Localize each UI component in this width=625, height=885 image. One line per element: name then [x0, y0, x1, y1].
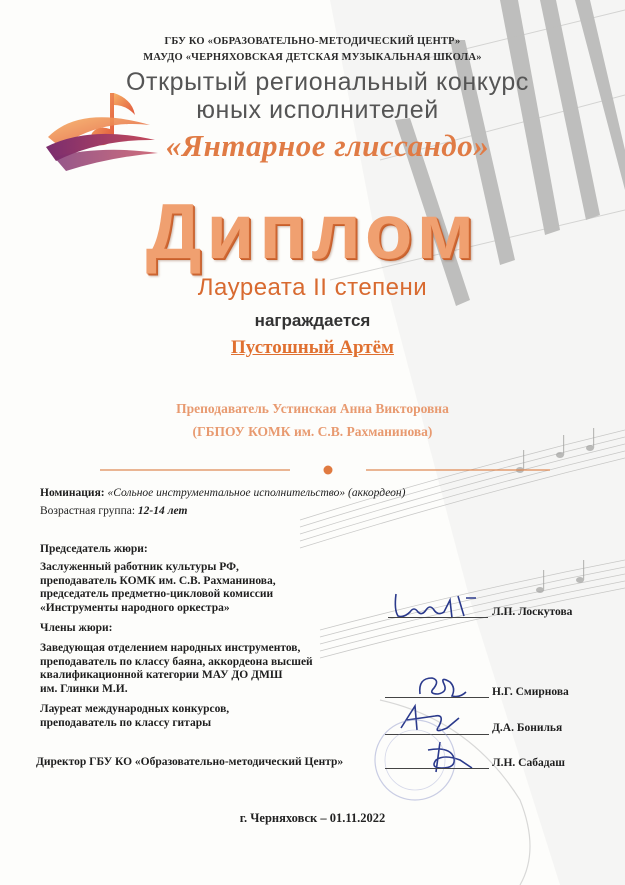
place-and-date: г. Черняховск – 01.11.2022 — [239, 811, 386, 825]
recipient-name: Пустошный Артём — [231, 337, 394, 358]
jury-member-1-description — [40, 642, 313, 696]
age-group-value: 12-14 лет — [137, 505, 188, 517]
official-seal-stamp — [370, 715, 460, 805]
director-label: Директор ГБУ КО «Образовательно-методический Центр» — [36, 756, 344, 768]
director-signature-line — [385, 768, 489, 769]
member-1-desc-line: им. Глинки М.И. — [40, 682, 128, 695]
member-2-desc-line: Лауреат международных конкурсов, — [40, 703, 230, 715]
contest-line-2: юных исполнителей — [196, 96, 439, 124]
member-1-name: Н.Г. Смирнова — [492, 686, 569, 698]
director-name: Л.Н. Сабадаш — [492, 757, 565, 769]
member-1-desc-line: Заведующая отделением народных инструментов, — [40, 642, 301, 654]
organizer-line-1: ГБУ КО «ОБРАЗОВАТЕЛЬНО-МЕТОДИЧЕСКИЙ ЦЕНТР» — [164, 36, 461, 47]
awarded-label: награждается — [254, 311, 371, 330]
jury-chair-desc-line: Заслуженный работник культуры РФ, — [40, 561, 239, 573]
jury-chair-desc-line: председатель предметно-цикловой комиссии — [40, 588, 274, 600]
diploma-title: Диплом — [145, 187, 480, 275]
member-1-desc-line: преподаватель по классу баяна, аккордеона высшей — [40, 655, 313, 668]
ornament-divider — [100, 464, 550, 476]
organizer-line-2: МАУДО «ЧЕРНЯХОВСКАЯ ДЕТСКАЯ МУЗЫКАЛЬНАЯ ШКОЛА» — [143, 52, 482, 63]
jury-members-heading: Члены жюри: — [40, 622, 113, 634]
member-2-desc-line: преподаватель по классу гитары — [40, 716, 212, 729]
laureate-degree: Лауреата II степени — [197, 274, 428, 301]
chair-signature-line — [388, 617, 488, 618]
nomination-value: «Сольное инструментальное исполнительство» (аккордеон) — [107, 487, 406, 499]
contest-name: «Янтарное глиссандо» — [165, 128, 490, 163]
nomination-row — [40, 487, 405, 501]
chair-name: Л.П. Лоскутова — [492, 606, 573, 618]
contest-line-1: Открытый региональный конкурс — [125, 68, 529, 96]
teacher-line-2: (ГБПОУ КОМК им. С.В. Рахманинова) — [192, 424, 433, 439]
jury-chair-desc-line: «Инструменты народного оркестра» — [40, 601, 230, 614]
age-group-row — [40, 505, 187, 519]
member-1-signature-line — [385, 697, 489, 698]
jury-chair-desc-line: преподаватель КОМК им. С.В. Рахманинова, — [40, 574, 276, 587]
jury-member-2-description — [40, 703, 229, 730]
nomination-label: Номинация: — [40, 487, 105, 499]
jury-chair-heading: Председатель жюри: — [40, 543, 148, 555]
age-group-label: Возрастная группа: — [40, 505, 136, 517]
member-1-desc-line: квалификационной категории МАУ ДО ДМШ — [40, 669, 283, 681]
teacher-line-1: Преподаватель Устинская Анна Викторовна — [176, 401, 449, 416]
member-2-name: Д.А. Бонилья — [492, 722, 563, 734]
jury-chair-description — [40, 561, 276, 615]
